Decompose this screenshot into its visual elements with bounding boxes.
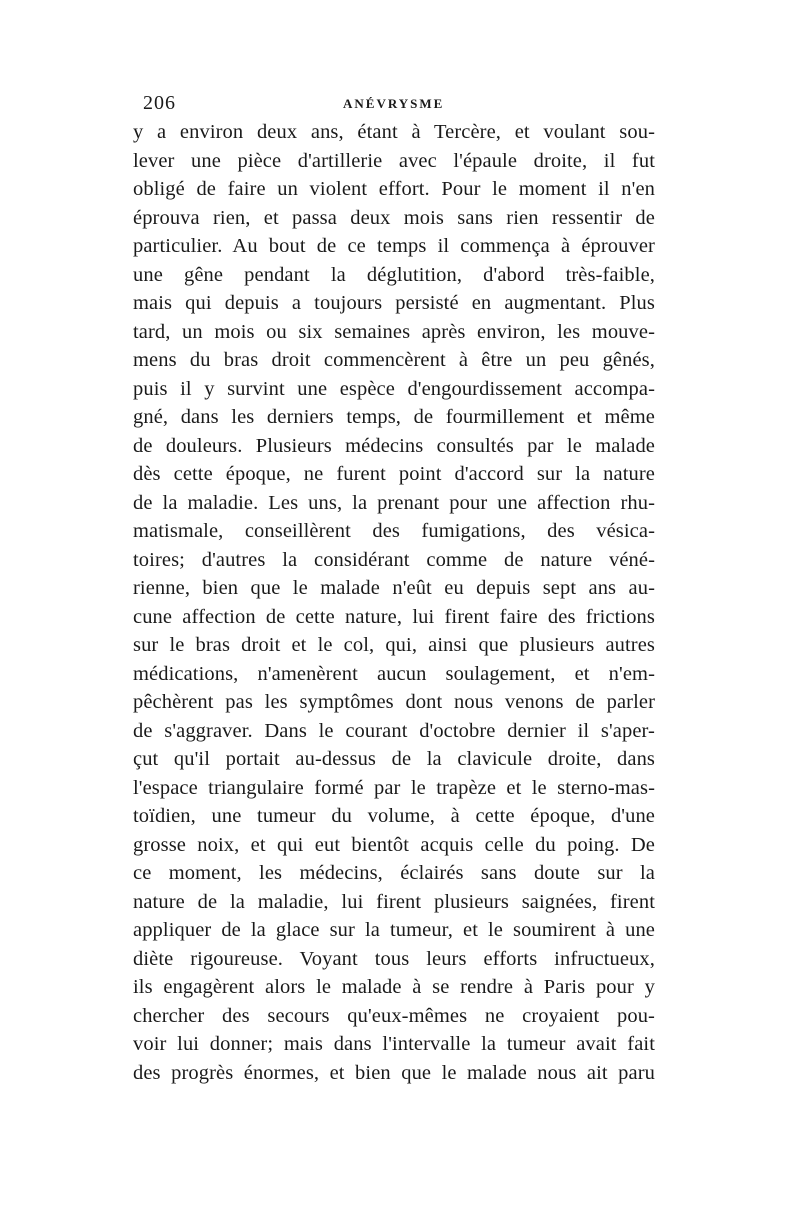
- text-line: diète rigoureuse. Voyant tous leurs efforts infructueux,: [133, 947, 655, 970]
- text-line: des progrès énormes, et bien que le malade nous ait paru: [133, 1061, 655, 1084]
- text-line: chercher des secours qu'eux-mêmes ne croyaient pou-: [133, 1004, 655, 1027]
- text-line: tard, un mois ou six semaines après environ, les mouve-: [133, 320, 655, 343]
- text-line: pêchèrent pas les symptômes dont nous venons de parler: [133, 691, 655, 713]
- text-line: éprouva rien, et passa deux mois sans rien ressentir de: [133, 206, 655, 229]
- running-title: ANÉVRYSME: [343, 96, 445, 111]
- text-line: ils engagèrent alors le malade à se rendre à Paris pour y: [133, 976, 655, 998]
- text-line: toires; d'autres la considérant comme de nature véné-: [133, 548, 655, 571]
- text-line: l'espace triangulaire formé par le trapèze et le sterno-mas-: [133, 776, 655, 799]
- running-head: [143, 92, 665, 116]
- text-line: gné, dans les derniers temps, de fourmillement et même: [133, 406, 655, 428]
- text-line: cune affection de cette nature, lui firent faire des frictions: [133, 605, 655, 628]
- text-line: appliquer de la glace sur la tumeur, et le soumirent à une: [133, 919, 655, 941]
- text-line: toïdien, une tumeur du volume, à cette époque, d'une: [133, 805, 655, 827]
- text-line: de douleurs. Plusieurs médecins consultés par le malade: [133, 434, 655, 457]
- text-line: puis il y survint une espèce d'engourdissement accompa-: [133, 377, 655, 400]
- text-line: voir lui donner; mais dans l'intervalle la tumeur avait fait: [133, 1033, 655, 1055]
- text-line: y a environ deux ans, étant à Tercère, et voulant sou-: [133, 121, 655, 143]
- text-line: grosse noix, et qui eut bientôt acquis celle du poing. De: [133, 833, 655, 856]
- text-line: mais qui depuis a toujours persisté en augmentant. Plus: [133, 292, 655, 314]
- page-number: 206: [143, 92, 176, 114]
- text-line: obligé de faire un violent effort. Pour le moment il n'en: [133, 178, 655, 200]
- text-line: particulier. Au bout de ce temps il commença à éprouver: [133, 235, 655, 257]
- text-line: dès cette époque, ne furent point d'accord sur la nature: [133, 463, 655, 485]
- text-line: nature de la maladie, lui firent plusieurs saignées, firent: [133, 890, 655, 913]
- text-line: ce moment, les médecins, éclairés sans doute sur la: [133, 862, 655, 884]
- text-line: rienne, bien que le malade n'eût eu depuis sept ans au-: [133, 577, 655, 599]
- text-line: mens du bras droit commencèrent à être un peu gênés,: [133, 349, 655, 371]
- text-line: médications, n'amenèrent aucun soulagement, et n'em-: [133, 662, 655, 685]
- text-line: sur le bras droit et le col, qui, ainsi que plusieurs autres: [133, 634, 655, 656]
- text-line: une gêne pendant la déglutition, d'abord très-faible,: [133, 263, 655, 286]
- text-line: çut qu'il portait au-dessus de la clavicule droite, dans: [133, 748, 655, 770]
- text-line: de s'aggraver. Dans le courant d'octobre dernier il s'aper-: [133, 719, 655, 742]
- text-line: de la maladie. Les uns, la prenant pour une affection rhu-: [133, 491, 655, 514]
- text-line: matismale, conseillèrent des fumigations, des vésica-: [133, 520, 655, 542]
- text-line: lever une pièce d'artillerie avec l'épaule droite, il fut: [133, 149, 655, 172]
- body-text: [133, 118, 655, 1087]
